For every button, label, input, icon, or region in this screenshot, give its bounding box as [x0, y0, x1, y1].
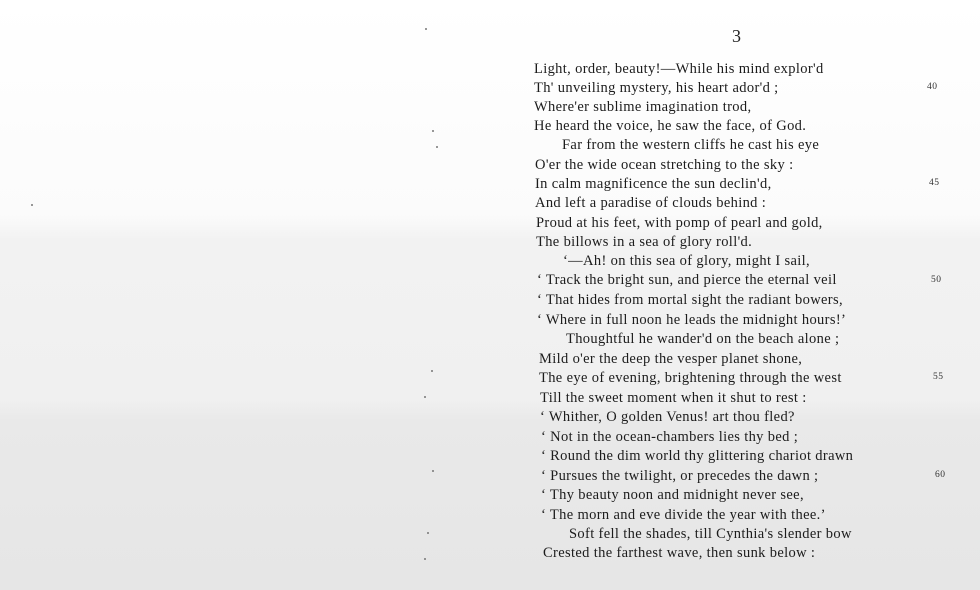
poem-line: The billows in a sea of glory roll'd.	[536, 234, 753, 250]
line-number: 55	[933, 372, 944, 382]
poem-line: Mild o'er the deep the vesper planet shone,	[539, 351, 803, 367]
gutter-speck	[432, 130, 434, 132]
poem-line: ‘ Where in full noon he leads the midnight hours!’	[537, 312, 847, 328]
line-number: 45	[929, 178, 940, 188]
poem-line: Where'er sublime imagination trod,	[534, 99, 752, 115]
gutter-speck	[424, 558, 426, 560]
poem-line: Far from the western cliffs he cast his eye	[562, 137, 820, 153]
page-number: 3	[732, 26, 741, 46]
gutter-speck	[425, 28, 427, 30]
line-number: 40	[927, 82, 938, 92]
poem-line: Thoughtful he wander'd on the beach alone ;	[566, 331, 840, 347]
gutter-speck	[424, 396, 426, 398]
poem-line: O'er the wide ocean stretching to the sky :	[535, 157, 794, 173]
poem-line: ‘ Round the dim world thy glittering chariot drawn	[541, 448, 854, 464]
poem-line: Th' unveiling mystery, his heart ador'd ;	[534, 80, 779, 96]
line-number: 50	[931, 275, 942, 285]
poem-line: Till the sweet moment when it shut to rest :	[540, 390, 807, 406]
poem-line: ‘ Track the bright sun, and pierce the eternal veil	[537, 272, 837, 288]
poem-line: ‘ The morn and eve divide the year with thee.’	[541, 507, 826, 523]
gutter-speck	[31, 204, 33, 206]
poem-line: Soft fell the shades, till Cynthia's slender bow	[569, 526, 852, 542]
gutter-speck	[436, 146, 438, 148]
poem-line: The eye of evening, brightening through the west	[539, 370, 842, 386]
poem-line: ‘ Not in the ocean-chambers lies thy bed ;	[541, 429, 799, 445]
poem-line: ‘ Pursues the twilight, or precedes the dawn ;	[541, 468, 819, 484]
poem-line: Light, order, beauty!—While his mind explor'd	[534, 61, 824, 77]
poem-line: ‘—Ah! on this sea of glory, might I sail,	[563, 253, 810, 269]
poem-line: And left a paradise of clouds behind :	[535, 195, 767, 211]
poem-line: ‘ Thy beauty noon and midnight never see,	[541, 487, 804, 503]
gutter-speck	[427, 532, 429, 534]
gutter-speck	[431, 370, 433, 372]
poem-line: He heard the voice, he saw the face, of God.	[534, 118, 807, 134]
poem-line: In calm magnificence the sun declin'd,	[535, 176, 772, 192]
line-number: 60	[935, 470, 946, 480]
gutter-speck	[432, 470, 434, 472]
poem-line: ‘ Whither, O golden Venus! art thou fled?	[540, 409, 795, 425]
poem-line: Proud at his feet, with pomp of pearl and gold,	[536, 215, 823, 231]
poem-line: ‘ That hides from mortal sight the radiant bowers,	[537, 292, 843, 308]
poem-line: Crested the farthest wave, then sunk below :	[543, 545, 816, 561]
